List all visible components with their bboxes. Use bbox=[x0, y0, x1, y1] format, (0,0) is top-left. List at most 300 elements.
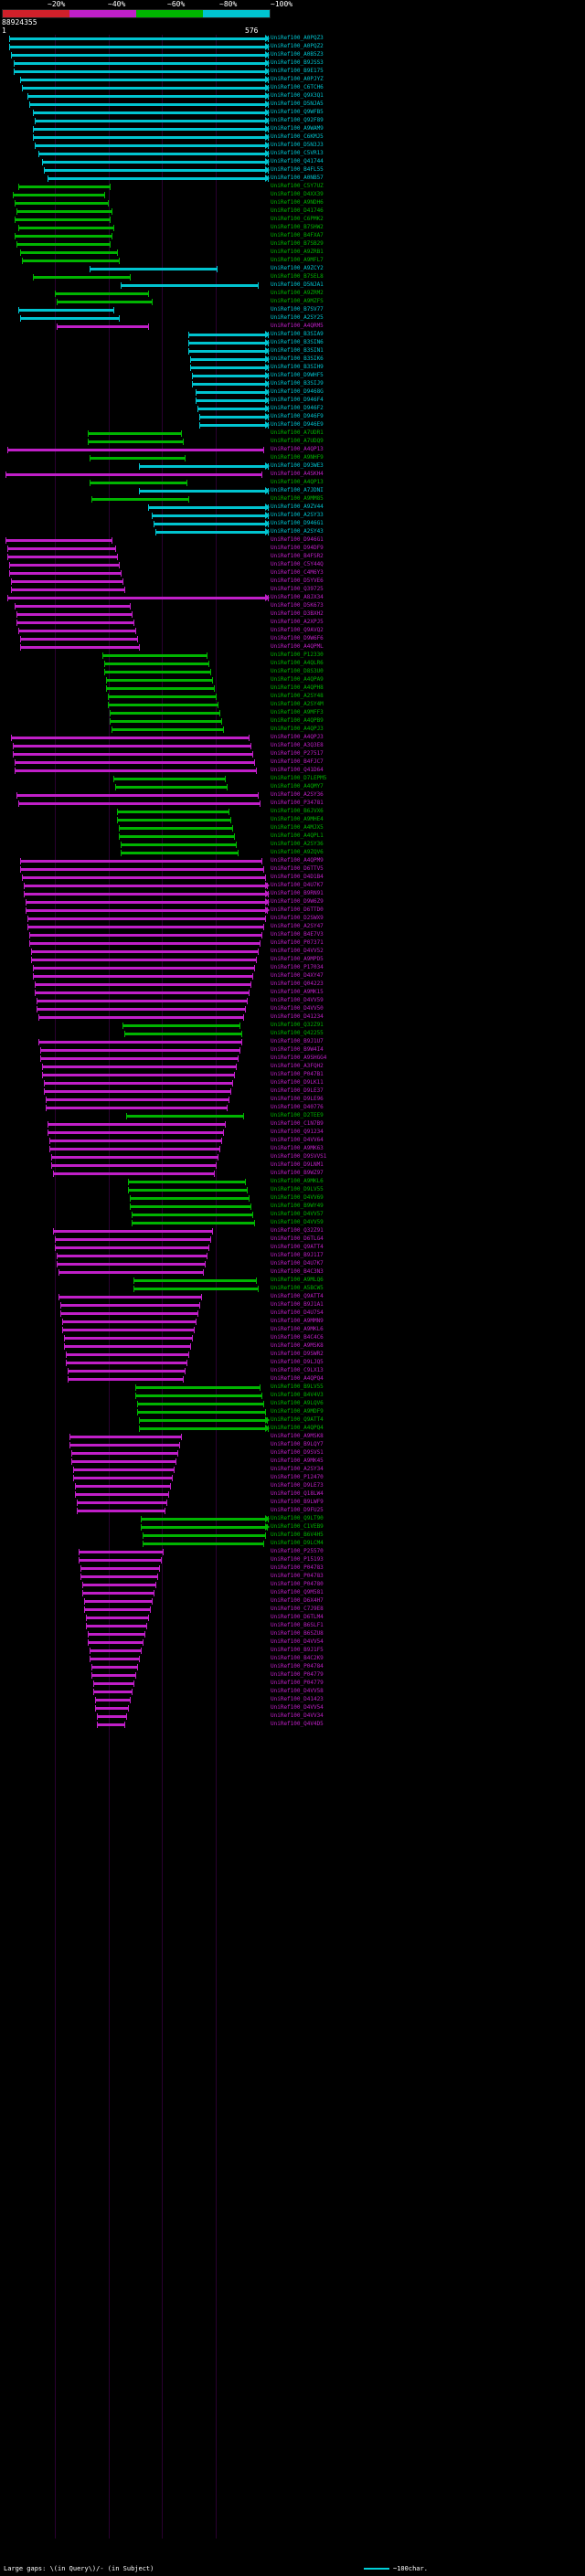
hit-bar[interactable] bbox=[2, 1540, 269, 1548]
hsp-segment[interactable] bbox=[33, 136, 269, 139]
hit-label[interactable]: UniRef100_B3SIJ9 bbox=[271, 380, 324, 387]
hit-label[interactable]: UniRef100_A4QP13 bbox=[271, 446, 324, 452]
hit-label[interactable]: UniRef100_Q9ATT4 bbox=[271, 1293, 324, 1299]
hit-label[interactable]: UniRef100_D6TLG4 bbox=[271, 1235, 324, 1242]
hit-bar[interactable] bbox=[2, 355, 269, 364]
hit-label[interactable]: UniRef100_A2SY25 bbox=[271, 314, 324, 321]
hsp-segment[interactable] bbox=[197, 408, 269, 410]
hit-bar[interactable] bbox=[2, 1712, 269, 1721]
hsp-segment[interactable] bbox=[26, 909, 267, 912]
hsp-segment[interactable] bbox=[188, 350, 269, 353]
hit-label[interactable]: UniRef100_D9W6F6 bbox=[271, 635, 324, 641]
hit-bar[interactable] bbox=[2, 652, 269, 660]
hit-bar[interactable] bbox=[2, 841, 269, 849]
hit-bar[interactable] bbox=[2, 1137, 269, 1145]
hsp-segment[interactable] bbox=[13, 753, 252, 756]
hit-label[interactable]: UniRef100_D4U7K7 bbox=[271, 1260, 324, 1267]
hit-bar[interactable] bbox=[2, 421, 269, 429]
hit-bar[interactable] bbox=[2, 512, 269, 520]
hsp-segment[interactable] bbox=[35, 144, 269, 147]
hsp-segment[interactable] bbox=[33, 111, 269, 114]
hsp-segment[interactable] bbox=[37, 1008, 245, 1011]
hit-bar[interactable] bbox=[2, 742, 269, 750]
hit-bar[interactable] bbox=[2, 569, 269, 578]
hit-label[interactable]: UniRef100_A9ZQV6 bbox=[271, 849, 324, 855]
hit-label[interactable]: UniRef100_B9J1I7 bbox=[271, 1252, 324, 1258]
hit-label[interactable]: UniRef100_D93WE3 bbox=[271, 462, 324, 469]
hit-bar[interactable] bbox=[2, 561, 269, 569]
hsp-segment[interactable] bbox=[102, 654, 207, 657]
hsp-segment[interactable] bbox=[35, 120, 269, 122]
hit-label[interactable]: UniRef100_D4VV54 bbox=[271, 1638, 324, 1645]
hsp-segment[interactable] bbox=[60, 1304, 199, 1307]
hit-label[interactable]: UniRef100_B9W4I4 bbox=[271, 1046, 324, 1053]
hit-bar[interactable] bbox=[2, 1277, 269, 1285]
hit-label[interactable]: UniRef100_B9JSS3 bbox=[271, 59, 324, 66]
hsp-segment[interactable] bbox=[29, 942, 260, 945]
hit-bar[interactable] bbox=[2, 1663, 269, 1671]
hsp-segment[interactable] bbox=[20, 646, 139, 649]
hit-bar[interactable] bbox=[2, 364, 269, 372]
hit-label[interactable]: UniRef100_D946G1 bbox=[271, 520, 324, 526]
hit-bar[interactable] bbox=[2, 1647, 269, 1655]
hsp-segment[interactable] bbox=[31, 959, 256, 961]
hsp-segment[interactable] bbox=[148, 506, 269, 509]
hit-bar[interactable] bbox=[2, 1638, 269, 1647]
hsp-segment[interactable] bbox=[53, 1172, 214, 1175]
hit-bar[interactable] bbox=[2, 158, 269, 166]
hsp-segment[interactable] bbox=[16, 621, 133, 624]
hsp-segment[interactable] bbox=[13, 194, 104, 196]
hit-label[interactable]: UniRef100_P04783 bbox=[271, 1573, 324, 1579]
hsp-segment[interactable] bbox=[128, 1189, 247, 1192]
hit-bar[interactable] bbox=[2, 413, 269, 421]
hit-label[interactable]: UniRef100_D946F4 bbox=[271, 397, 324, 403]
hit-label[interactable]: UniRef100_D4VV69 bbox=[271, 1194, 324, 1201]
hit-bar[interactable] bbox=[2, 684, 269, 693]
hit-label[interactable]: UniRef100_B3SIN1 bbox=[271, 347, 324, 354]
hit-label[interactable]: UniRef100_C5VR13 bbox=[271, 150, 324, 156]
hit-bar[interactable] bbox=[2, 59, 269, 68]
hit-label[interactable]: UniRef100_D6TLM4 bbox=[271, 1614, 324, 1620]
hit-bar[interactable] bbox=[2, 1326, 269, 1334]
hit-label[interactable]: UniRef100_A4SKH4 bbox=[271, 471, 324, 477]
hsp-segment[interactable] bbox=[49, 1148, 219, 1150]
hsp-segment[interactable] bbox=[126, 1115, 243, 1118]
hit-label[interactable]: UniRef100_Q9ATT4 bbox=[271, 1244, 324, 1250]
hit-label[interactable]: UniRef100_P07371 bbox=[271, 939, 324, 946]
hit-label[interactable]: UniRef100_B7SV77 bbox=[271, 306, 324, 313]
hit-label[interactable]: UniRef100_D7LEPM5 bbox=[271, 775, 327, 781]
hsp-segment[interactable] bbox=[44, 169, 269, 172]
hit-label[interactable]: UniRef100_C1VEB9 bbox=[271, 1523, 324, 1530]
hit-label[interactable]: UniRef100_A4QPB9 bbox=[271, 717, 324, 724]
hsp-segment[interactable] bbox=[135, 1386, 260, 1389]
hit-label[interactable]: UniRef100_A9LQV6 bbox=[271, 1400, 324, 1406]
hit-bar[interactable] bbox=[2, 495, 269, 504]
hsp-segment[interactable] bbox=[55, 292, 148, 295]
hit-bar[interactable] bbox=[2, 257, 269, 265]
hsp-segment[interactable] bbox=[137, 1403, 263, 1405]
hit-bar[interactable] bbox=[2, 1194, 269, 1203]
hit-bar[interactable] bbox=[2, 1400, 269, 1408]
hit-label[interactable]: UniRef100_B4FL55 bbox=[271, 166, 324, 173]
hit-bar[interactable] bbox=[2, 981, 269, 989]
hit-label[interactable]: UniRef100_A9ZV44 bbox=[271, 504, 324, 510]
hit-bar[interactable] bbox=[2, 1655, 269, 1663]
hit-bar[interactable] bbox=[2, 43, 269, 51]
hit-label[interactable]: UniRef100_D2SWX9 bbox=[271, 915, 324, 921]
hit-bar[interactable] bbox=[2, 191, 269, 199]
hit-bar[interactable] bbox=[2, 1507, 269, 1515]
hit-bar[interactable] bbox=[2, 1441, 269, 1449]
hit-bar[interactable] bbox=[2, 1392, 269, 1400]
hit-label[interactable]: UniRef100_A9MHE4 bbox=[271, 816, 324, 822]
hit-bar[interactable] bbox=[2, 972, 269, 981]
hit-label[interactable]: UniRef100_D946E9 bbox=[271, 421, 324, 428]
hsp-segment[interactable] bbox=[91, 498, 188, 501]
hsp-segment[interactable] bbox=[51, 1156, 218, 1159]
hit-bar[interactable] bbox=[2, 1375, 269, 1383]
hit-label[interactable]: UniRef100_A2SY4M bbox=[271, 701, 324, 707]
hsp-segment[interactable] bbox=[15, 218, 110, 221]
hit-bar[interactable] bbox=[2, 1556, 269, 1564]
hit-bar[interactable] bbox=[2, 1622, 269, 1630]
hit-label[interactable]: UniRef100_B6V4H5 bbox=[271, 1532, 324, 1538]
hsp-segment[interactable] bbox=[108, 704, 218, 706]
hsp-segment[interactable] bbox=[18, 630, 135, 632]
hsp-segment[interactable] bbox=[77, 1510, 165, 1512]
hit-label[interactable]: UniRef100_D9SVS1 bbox=[271, 1449, 324, 1456]
hit-bar[interactable] bbox=[2, 1227, 269, 1235]
hit-label[interactable]: UniRef100_D4XY47 bbox=[271, 972, 324, 979]
hit-label[interactable]: UniRef100_D40776 bbox=[271, 1104, 324, 1110]
hit-label[interactable]: UniRef100_Q9LT90 bbox=[271, 1515, 324, 1521]
hsp-segment[interactable] bbox=[121, 843, 236, 846]
hsp-segment[interactable] bbox=[119, 827, 232, 830]
hit-bar[interactable] bbox=[2, 1458, 269, 1466]
hsp-segment[interactable] bbox=[31, 950, 258, 953]
hit-label[interactable]: UniRef100_Q42255 bbox=[271, 1030, 324, 1036]
hit-label[interactable]: UniRef100_D41746 bbox=[271, 207, 324, 214]
hsp-segment[interactable] bbox=[73, 1468, 174, 1471]
hsp-segment[interactable] bbox=[15, 769, 256, 772]
hsp-segment[interactable] bbox=[26, 901, 269, 904]
hsp-segment[interactable] bbox=[91, 1674, 135, 1677]
hit-label[interactable]: UniRef100_A2SY48 bbox=[271, 693, 324, 699]
hit-bar[interactable] bbox=[2, 446, 269, 454]
hsp-segment[interactable] bbox=[22, 87, 269, 90]
hsp-segment[interactable] bbox=[86, 1625, 146, 1627]
hsp-segment[interactable] bbox=[66, 1362, 186, 1364]
hit-label[interactable]: UniRef100_A2SY36 bbox=[271, 791, 324, 798]
hit-bar[interactable] bbox=[2, 405, 269, 413]
hsp-segment[interactable] bbox=[38, 153, 269, 155]
hsp-segment[interactable] bbox=[20, 317, 119, 320]
hsp-segment[interactable] bbox=[14, 62, 269, 65]
hit-label[interactable]: UniRef100_A2SY36 bbox=[271, 841, 324, 847]
hit-label[interactable]: UniRef100_Q32Z91 bbox=[271, 1022, 324, 1028]
hit-label[interactable]: UniRef100_D2TEE9 bbox=[271, 1112, 324, 1118]
hsp-segment[interactable] bbox=[154, 523, 269, 525]
hsp-segment[interactable] bbox=[33, 128, 269, 131]
hit-label[interactable]: UniRef100_D9SWR2 bbox=[271, 1351, 324, 1357]
hit-bar[interactable] bbox=[2, 1630, 269, 1638]
hit-bar[interactable] bbox=[2, 397, 269, 405]
hit-bar[interactable] bbox=[2, 1252, 269, 1260]
hsp-segment[interactable] bbox=[95, 1707, 128, 1710]
hit-bar[interactable] bbox=[2, 824, 269, 832]
hit-label[interactable]: UniRef100_A9ZRM2 bbox=[271, 290, 324, 296]
hit-bar[interactable] bbox=[2, 676, 269, 684]
hit-label[interactable]: UniRef100_A5BCW5 bbox=[271, 1285, 324, 1291]
hsp-segment[interactable] bbox=[64, 1337, 192, 1340]
hit-label[interactable]: UniRef100_B6SZU8 bbox=[271, 1630, 324, 1637]
hit-label[interactable]: UniRef100_A4QPQ4 bbox=[271, 1375, 324, 1382]
hit-bar[interactable] bbox=[2, 882, 269, 890]
hit-label[interactable]: UniRef100_A4QPJ3 bbox=[271, 726, 324, 732]
hit-label[interactable]: UniRef100_P17034 bbox=[271, 964, 324, 970]
hit-label[interactable]: UniRef100_D9LNM1 bbox=[271, 1161, 324, 1168]
hsp-segment[interactable] bbox=[69, 1436, 181, 1438]
hit-label[interactable]: UniRef100_P15193 bbox=[271, 1556, 324, 1563]
hit-label[interactable]: UniRef100_Q41D64 bbox=[271, 767, 324, 773]
hit-bar[interactable] bbox=[2, 290, 269, 298]
hit-bar[interactable] bbox=[2, 1268, 269, 1277]
hit-label[interactable]: UniRef100_C5Y7UZ bbox=[271, 183, 324, 189]
hsp-segment[interactable] bbox=[132, 1222, 254, 1224]
hsp-segment[interactable] bbox=[15, 761, 254, 764]
hsp-segment[interactable] bbox=[18, 227, 113, 229]
hsp-segment[interactable] bbox=[88, 1641, 143, 1644]
hit-bar[interactable] bbox=[2, 1170, 269, 1178]
hit-bar[interactable] bbox=[2, 142, 269, 150]
hsp-segment[interactable] bbox=[7, 556, 117, 558]
hit-label[interactable]: UniRef100_P04784 bbox=[271, 1663, 324, 1670]
hit-label[interactable]: UniRef100_D6TTD0 bbox=[271, 906, 324, 913]
hit-bar[interactable] bbox=[2, 1211, 269, 1219]
hsp-segment[interactable] bbox=[75, 1493, 168, 1496]
hit-label[interactable]: UniRef100_P047B1 bbox=[271, 1071, 324, 1077]
hsp-segment[interactable] bbox=[5, 473, 261, 476]
hsp-segment[interactable] bbox=[139, 490, 269, 493]
hit-bar[interactable] bbox=[2, 281, 269, 290]
hsp-segment[interactable] bbox=[38, 1016, 243, 1019]
hit-bar[interactable] bbox=[2, 1309, 269, 1318]
hsp-segment[interactable] bbox=[7, 449, 263, 451]
hsp-segment[interactable] bbox=[64, 1345, 190, 1348]
hsp-segment[interactable] bbox=[135, 1394, 261, 1397]
hit-bar[interactable] bbox=[2, 890, 269, 898]
hit-bar[interactable] bbox=[2, 273, 269, 281]
hit-label[interactable]: UniRef100_D4VV57 bbox=[271, 1211, 324, 1217]
hsp-segment[interactable] bbox=[139, 465, 269, 468]
hsp-segment[interactable] bbox=[46, 1098, 229, 1101]
hsp-segment[interactable] bbox=[9, 46, 269, 48]
hit-label[interactable]: UniRef100_C9LX13 bbox=[271, 1367, 324, 1373]
hit-label[interactable]: UniRef100_D4VV52 bbox=[271, 948, 324, 954]
hsp-segment[interactable] bbox=[199, 424, 269, 427]
hsp-segment[interactable] bbox=[16, 613, 132, 616]
hit-label[interactable]: UniRef100_B9J1U7 bbox=[271, 1038, 324, 1044]
hit-bar[interactable] bbox=[2, 232, 269, 240]
hsp-segment[interactable] bbox=[90, 1658, 139, 1660]
hit-label[interactable]: UniRef100_A4QPJ3 bbox=[271, 734, 324, 740]
hit-label[interactable]: UniRef100_Q9X3Q1 bbox=[271, 92, 324, 99]
hit-bar[interactable] bbox=[2, 791, 269, 800]
hit-bar[interactable] bbox=[2, 1523, 269, 1532]
hit-bar[interactable] bbox=[2, 874, 269, 882]
hit-label[interactable]: UniRef100_D3BXH2 bbox=[271, 610, 324, 617]
hit-bar[interactable] bbox=[2, 1055, 269, 1063]
hit-bar[interactable] bbox=[2, 1680, 269, 1688]
hit-bar[interactable] bbox=[2, 1482, 269, 1490]
hsp-segment[interactable] bbox=[15, 202, 108, 205]
hsp-segment[interactable] bbox=[55, 1246, 208, 1249]
hit-bar[interactable] bbox=[2, 339, 269, 347]
hit-bar[interactable] bbox=[2, 380, 269, 388]
hsp-segment[interactable] bbox=[9, 572, 121, 575]
hit-label[interactable]: UniRef100_B9J1A1 bbox=[271, 1301, 324, 1308]
hsp-segment[interactable] bbox=[75, 1485, 170, 1488]
hit-label[interactable]: UniRef100_A4QPL1 bbox=[271, 832, 324, 839]
hit-label[interactable]: UniRef100_A4QPML bbox=[271, 643, 324, 650]
hit-bar[interactable] bbox=[2, 906, 269, 915]
hsp-segment[interactable] bbox=[84, 1608, 150, 1611]
hit-label[interactable]: UniRef100_A9MSK8 bbox=[271, 1342, 324, 1349]
hsp-segment[interactable] bbox=[119, 835, 234, 838]
hit-bar[interactable] bbox=[2, 594, 269, 602]
hsp-segment[interactable] bbox=[11, 580, 122, 583]
hit-label[interactable]: UniRef100_B4FJC7 bbox=[271, 758, 324, 765]
hsp-segment[interactable] bbox=[133, 1279, 256, 1282]
hsp-segment[interactable] bbox=[24, 885, 267, 887]
hsp-segment[interactable] bbox=[117, 811, 229, 813]
hit-bar[interactable] bbox=[2, 1063, 269, 1071]
hit-bar[interactable] bbox=[2, 125, 269, 133]
hit-bar[interactable] bbox=[2, 1178, 269, 1186]
hsp-segment[interactable] bbox=[88, 432, 181, 435]
hit-label[interactable]: UniRef100_P04779 bbox=[271, 1680, 324, 1686]
hit-label[interactable]: UniRef100_B9LWF9 bbox=[271, 1499, 324, 1505]
hit-label[interactable]: UniRef100_B4FXA7 bbox=[271, 232, 324, 239]
hsp-segment[interactable] bbox=[155, 531, 269, 534]
hsp-segment[interactable] bbox=[27, 95, 269, 98]
hit-label[interactable]: UniRef100_A9MMN9 bbox=[271, 1318, 324, 1324]
hsp-segment[interactable] bbox=[35, 983, 250, 986]
hit-label[interactable]: UniRef100_A7UDR1 bbox=[271, 429, 324, 436]
hit-label[interactable]: UniRef100_D4VV34 bbox=[271, 1712, 324, 1719]
hsp-segment[interactable] bbox=[57, 325, 148, 328]
hsp-segment[interactable] bbox=[141, 1518, 269, 1521]
hsp-segment[interactable] bbox=[18, 802, 260, 805]
hsp-segment[interactable] bbox=[95, 1699, 130, 1701]
hit-label[interactable]: UniRef100_A9WAM9 bbox=[271, 125, 324, 132]
hit-bar[interactable] bbox=[2, 578, 269, 586]
hit-label[interactable]: UniRef100_D5N3J3 bbox=[271, 142, 324, 148]
hit-bar[interactable] bbox=[2, 857, 269, 865]
hit-bar[interactable] bbox=[2, 989, 269, 997]
hsp-segment[interactable] bbox=[113, 778, 225, 780]
hit-label[interactable]: UniRef100_P12330 bbox=[271, 652, 324, 658]
hsp-segment[interactable] bbox=[80, 1575, 157, 1578]
hit-bar[interactable] bbox=[2, 84, 269, 92]
hit-label[interactable]: UniRef100_D9468G bbox=[271, 388, 324, 395]
hit-label[interactable]: UniRef100_B4FSR2 bbox=[271, 553, 324, 559]
hsp-segment[interactable] bbox=[48, 1131, 223, 1134]
hit-label[interactable]: UniRef100_A9NHF9 bbox=[271, 454, 324, 461]
hit-bar[interactable] bbox=[2, 183, 269, 191]
hsp-segment[interactable] bbox=[53, 1230, 212, 1233]
hsp-segment[interactable] bbox=[106, 687, 214, 690]
hit-bar[interactable] bbox=[2, 964, 269, 972]
hsp-segment[interactable] bbox=[33, 975, 252, 978]
hsp-segment[interactable] bbox=[77, 1501, 166, 1504]
hit-bar[interactable] bbox=[2, 199, 269, 207]
hit-label[interactable]: UniRef100_A7JDNI bbox=[271, 487, 324, 493]
hit-bar[interactable] bbox=[2, 997, 269, 1005]
hsp-segment[interactable] bbox=[15, 605, 130, 608]
hit-label[interactable]: UniRef100_D9LV55 bbox=[271, 1186, 324, 1193]
hit-bar[interactable] bbox=[2, 1260, 269, 1268]
hit-label[interactable]: UniRef100_D4D1B4 bbox=[271, 874, 324, 880]
hit-label[interactable]: UniRef100_D9W6Z9 bbox=[271, 898, 324, 905]
hit-label[interactable]: UniRef100_A0PQZ2 bbox=[271, 43, 324, 49]
hit-label[interactable]: UniRef100_D9LJQ5 bbox=[271, 1359, 324, 1365]
hit-label[interactable]: UniRef100_D4VV54 bbox=[271, 1704, 324, 1711]
hit-bar[interactable] bbox=[2, 643, 269, 652]
hsp-segment[interactable] bbox=[190, 366, 269, 369]
hsp-segment[interactable] bbox=[33, 967, 254, 970]
hit-label[interactable]: UniRef100_D9FU25 bbox=[271, 1507, 324, 1513]
hit-bar[interactable] bbox=[2, 1449, 269, 1458]
hit-bar[interactable] bbox=[2, 504, 269, 512]
hit-bar[interactable] bbox=[2, 816, 269, 824]
hsp-segment[interactable] bbox=[73, 1477, 172, 1479]
hit-label[interactable]: UniRef100_D6X4H7 bbox=[271, 1597, 324, 1604]
hit-label[interactable]: UniRef100_B3SIA9 bbox=[271, 331, 324, 337]
hsp-segment[interactable] bbox=[121, 284, 258, 287]
hit-bar[interactable] bbox=[2, 1696, 269, 1704]
hit-label[interactable]: UniRef100_Q18LW4 bbox=[271, 1490, 324, 1497]
hit-bar[interactable] bbox=[2, 76, 269, 84]
hit-bar[interactable] bbox=[2, 619, 269, 627]
hit-label[interactable]: UniRef100_B3SIK6 bbox=[271, 355, 324, 362]
hit-label[interactable]: UniRef100_Q4V4D5 bbox=[271, 1721, 324, 1727]
hsp-segment[interactable] bbox=[35, 991, 249, 994]
hit-label[interactable]: UniRef100_A2SY47 bbox=[271, 923, 324, 929]
hit-bar[interactable] bbox=[2, 610, 269, 619]
hsp-segment[interactable] bbox=[66, 1353, 188, 1356]
hsp-segment[interactable] bbox=[58, 1271, 203, 1274]
hit-bar[interactable] bbox=[2, 1285, 269, 1293]
hit-label[interactable]: UniRef100_P12470 bbox=[271, 1474, 324, 1480]
hsp-segment[interactable] bbox=[104, 663, 208, 665]
hsp-segment[interactable] bbox=[133, 1288, 258, 1290]
hsp-segment[interactable] bbox=[143, 1542, 263, 1545]
hit-label[interactable]: UniRef100_A9MSK8 bbox=[271, 1433, 324, 1439]
hit-label[interactable]: UniRef100_A9MKL6 bbox=[271, 1178, 324, 1184]
hit-label[interactable]: UniRef100_D4U7S4 bbox=[271, 1309, 324, 1316]
hsp-segment[interactable] bbox=[117, 819, 230, 822]
hit-label[interactable]: UniRef100_D5NJA5 bbox=[271, 101, 324, 107]
hsp-segment[interactable] bbox=[97, 1723, 124, 1726]
hit-bar[interactable] bbox=[2, 668, 269, 676]
hsp-segment[interactable] bbox=[152, 514, 269, 517]
hsp-segment[interactable] bbox=[86, 1617, 148, 1619]
hit-bar[interactable] bbox=[2, 545, 269, 553]
hit-label[interactable]: UniRef100_D4VV58 bbox=[271, 1688, 324, 1694]
